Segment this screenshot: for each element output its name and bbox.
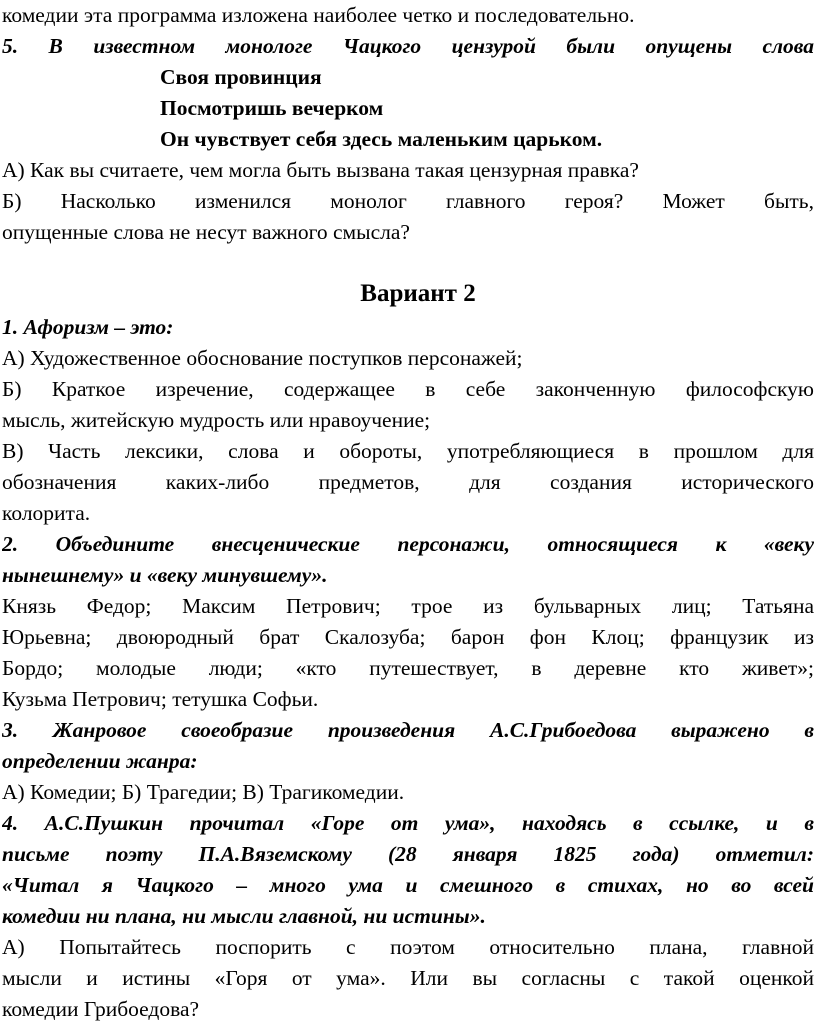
question-2-prompt: 2. Объедините внесценические персонажи, относящиеся к «веку xyxy=(2,532,814,556)
question-1-option-b-cont: мысль, житейскую мудрость или нравоучение; xyxy=(2,408,431,432)
question-4-a-cont: мысли и истины «Горя от ума». Или вы согласны с такой оценкой xyxy=(2,966,814,990)
question-4-quote-cont: комедии ни плана, ни мысли главной, ни истины». xyxy=(2,904,486,928)
question-1-option-c-end: колорита. xyxy=(2,501,91,525)
question-5-b-cont: опущенные слова не несут важного смысла? xyxy=(2,220,410,244)
question-3-prompt: 3. Жанровое своеобразие произведения А.С.Грибоедова выражено в xyxy=(2,718,814,742)
question-3-options: А) Комедии; Б) Трагедии; В) Трагикомедии. xyxy=(2,780,405,804)
quote-line-2: Посмотришь вечерком xyxy=(160,96,384,120)
question-1-option-c-cont: обозначения каких-либо предметов, для создания исторического xyxy=(2,470,814,494)
question-5-a: А) Как вы считаете, чем могла быть вызвана такая цензурная правка? xyxy=(2,158,639,182)
quote-line-1: Своя провинция xyxy=(160,65,322,89)
question-1-option-b: Б) Краткое изречение, содержащее в себе законченную философскую xyxy=(2,377,814,401)
question-3-prompt-cont: определении жанра: xyxy=(2,749,198,773)
question-2-list-3: Бордо; молодые люди; «кто путешествует, в деревне кто живет»; xyxy=(2,656,814,680)
question-1-option-c: В) Часть лексики, слова и обороты, употребляющиеся в прошлом для xyxy=(2,439,814,463)
question-4-prompt-2: письме поэту П.А.Вяземскому (28 января 1825 года) отметил: xyxy=(2,842,814,866)
question-4-a: А) Попытайтесь поспорить с поэтом относительно плана, главной xyxy=(2,935,814,959)
question-2-prompt-cont: нынешнему» и «веку минувшему». xyxy=(2,563,328,587)
question-2-list-2: Юрьевна; двоюродный брат Скалозуба; барон фон Клоц; французик из xyxy=(2,625,814,649)
question-5-prompt: 5. В известном монологе Чацкого цензурой были опущены слова xyxy=(2,34,814,58)
question-2-list-4: Кузьма Петрович; тетушка Софьи. xyxy=(2,687,319,711)
question-1-prompt: 1. Афоризм – это: xyxy=(2,315,174,339)
question-2-list-1: Князь Федор; Максим Петрович; трое из бульварных лиц; Татьяна xyxy=(2,594,814,618)
quote-line-3: Он чувствует себя здесь маленьким царьком. xyxy=(160,127,603,151)
question-1-option-a: А) Художественное обоснование поступков персонажей; xyxy=(2,346,523,370)
text-line-continuation: комедии эта программа изложена наиболее четко и последовательно. xyxy=(2,3,635,27)
variant-heading: Вариант 2 xyxy=(360,280,476,307)
question-5-b: Б) Насколько изменился монолог главного героя? Может быть, xyxy=(2,189,814,213)
blank-spacer xyxy=(2,248,814,276)
question-4-prompt: 4. А.С.Пушкин прочитал «Горе от ума», находясь в ссылке, и в xyxy=(2,811,814,835)
question-4-a-end: комедии Грибоедова? xyxy=(2,997,200,1021)
question-4-quote: «Читал я Чацкого – много ума и смешного в стихах, но во всей xyxy=(2,873,814,897)
